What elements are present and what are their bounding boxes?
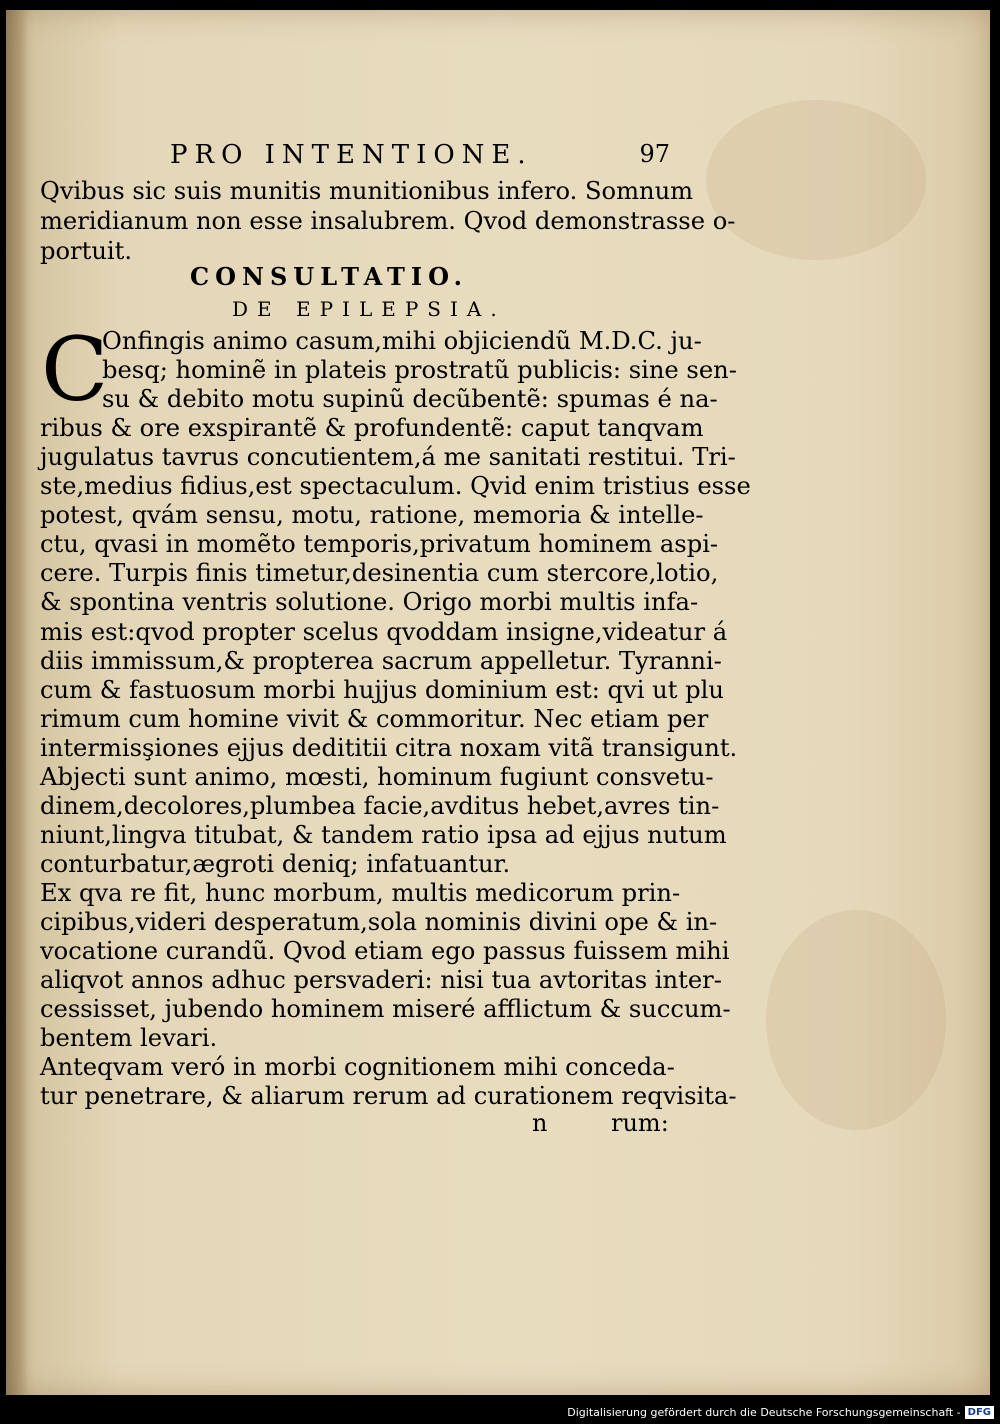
text-line: vocatione curandũ. Qvod etiam ego passus fuissem mihi xyxy=(40,937,730,966)
text-line: meridianum non esse insalubrem. Qvod demonstrasse o- xyxy=(40,207,736,235)
section-title: CONSULTATIO. xyxy=(190,262,468,291)
text-line: mis est:qvod propter scelus qvoddam insigne,videatur á xyxy=(40,617,728,646)
text-line: ctu, qvasi in momẽto temporis,privatum hominem aspi- xyxy=(40,530,719,559)
text-line: jugulatus tavrus concutientem,á me sanitati restitui. Tri- xyxy=(40,443,736,472)
section-subtitle: DE EPILEPSIA. xyxy=(232,297,506,321)
text-line: portuit. xyxy=(40,237,133,265)
text-line: tur penetrare, & aliarum rerum ad curationem reqvisita- xyxy=(40,1082,737,1111)
text-line: diis immissum,& propterea sacrum appelletur. Tyranni- xyxy=(40,646,722,675)
text-line: intermisşiones ejjus dedititii citra noxam vitã transigunt. xyxy=(40,733,738,762)
footer-credit: Digitalisierung gefördert durch die Deutsche Forschungsgemeinschaft - xyxy=(567,1405,961,1419)
text-line: cere. Turpis finis timetur,desinentia cum stercore,lotio, xyxy=(40,559,719,588)
running-header xyxy=(170,140,670,174)
text-line: aliqvot annos adhuc persvaderi: nisi tua avtoritas inter- xyxy=(40,966,722,995)
text-line: & spontina ventris solutione. Origo morbi multis infa- xyxy=(40,588,699,617)
page-stain xyxy=(706,100,926,260)
text-line: ribus & ore exspirantẽ & profundentẽ: caput tanqvam xyxy=(40,414,704,443)
text-line: dinem,decolores,plumbea facie,avditus hebet,avres tin- xyxy=(40,791,720,820)
text-line: ste,medius fidius,est spectaculum. Qvid enim tristius esse xyxy=(40,472,751,501)
text-line: potest, qvám sensu, motu, ratione, memoria & intelle- xyxy=(40,501,704,530)
signature-mark: n xyxy=(532,1109,548,1137)
text-line: cum & fastuosum morbi hujjus dominium est: qvi ut plu xyxy=(40,675,724,704)
text-line: su & debito motu supinũ decũbentẽ: spumas é na- xyxy=(102,385,718,414)
page-gutter-shadow xyxy=(6,10,28,1395)
digitization-footer xyxy=(567,1404,994,1420)
catchword: rum: xyxy=(611,1109,669,1137)
text-line: cessisset, jubendo hominem miseré afflictum & succum- xyxy=(40,995,731,1024)
text-line: rimum cum homine vivit & commoritur. Nec etiam per xyxy=(40,704,709,733)
text-line: Onfingis animo casum,mihi objiciendũ M.D.C. ju- xyxy=(102,327,702,355)
page-stain xyxy=(766,910,946,1130)
text-line: conturbatur,ægroti deniq; infatuantur. xyxy=(40,849,511,878)
drop-cap: C xyxy=(41,318,109,421)
dfg-logo: DFG xyxy=(965,1406,994,1419)
text-line: cipibus,videri desperatum,sola nominis divini ope & in- xyxy=(40,908,718,936)
page-number: 97 xyxy=(639,140,670,168)
text-line: niunt,lingva titubat, & tandem ratio ipsa ad ejjus nutum xyxy=(40,820,727,849)
text-line: bentem levari. xyxy=(40,1024,218,1053)
text-line: besq; hominẽ in plateis prostratũ publicis: sine sen- xyxy=(102,356,737,385)
text-line: Ex qva re fit, hunc morbum, multis medicorum prin- xyxy=(40,878,681,907)
running-title: PRO INTENTIONE. xyxy=(170,140,533,170)
text-line: Anteqvam veró in morbi cognitionem mihi conceda- xyxy=(40,1053,675,1082)
text-line: Abjecti sunt animo, mœsti, hominum fugiunt consvetu- xyxy=(40,762,714,791)
text-line: Qvibus sic suis munitis munitionibus infero. Somnum xyxy=(40,177,694,205)
